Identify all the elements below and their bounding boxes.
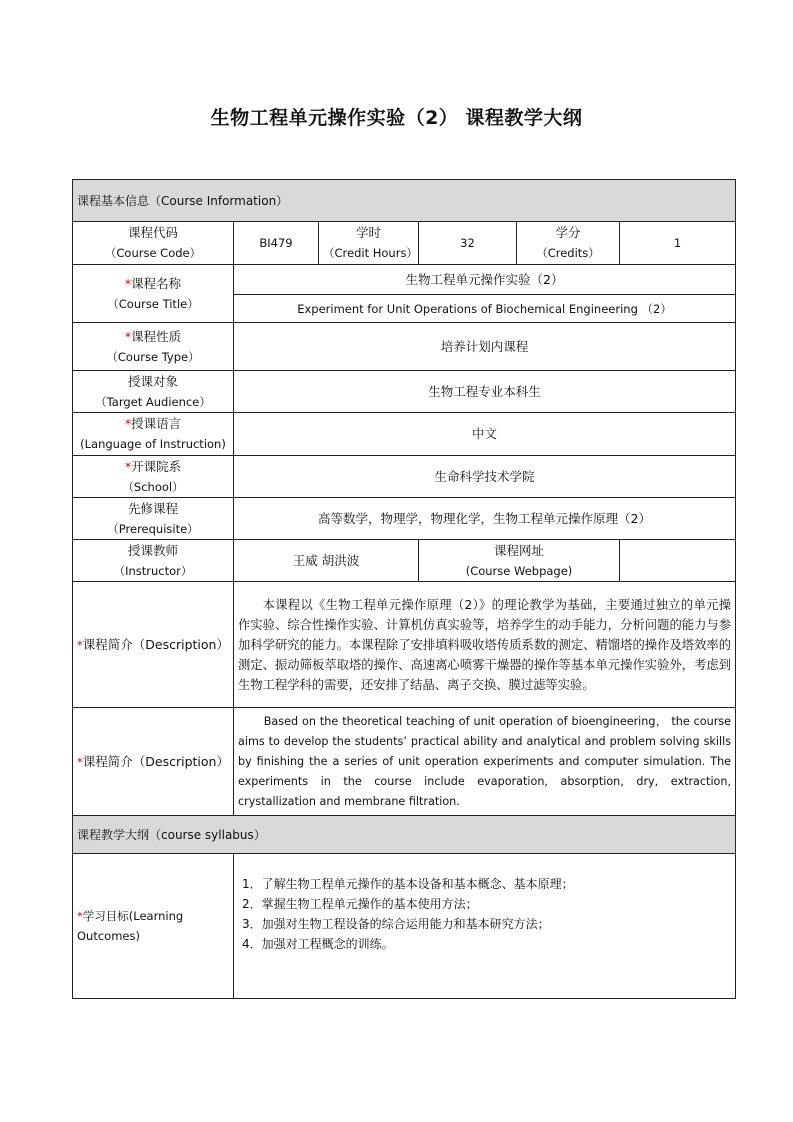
school-label: *开课院系 （School） [73,456,234,498]
target-audience-label: 授课对象 （Target Audience） [73,371,234,413]
list-item: 1．了解生物工程单元操作的基本设备和基本概念、基本原理； [242,877,574,891]
description-en-text: Based on the theoretical teaching of unit operation of bioengineering， the course aims to develop the students’ practical ability and analytical and problem solving skills by finishing the a series of unit operation experiments and computer simulation. The experiments in the course include evaporation, absorption, dry, extraction, crystallization and membrane filtration. [234,708,736,816]
learning-outcomes-cell [234,854,736,999]
description-en-label: *课程简介（Description） [73,708,234,816]
course-code-label: 课程代码 （Course Code） [73,222,234,265]
prerequisite-row [73,498,736,540]
course-info-header-row [73,180,736,222]
course-title-en: Experiment for Unit Operations of Biochemical Engineering （2） [234,295,736,323]
school-value: 生命科学技术学院 [234,456,736,498]
webpage-label: 课程网址 (Course Webpage) [419,540,620,582]
learning-outcomes-label: *学习目标(Learning Outcomes) [73,854,234,999]
course-info-header: 课程基本信息（Course Information） [73,180,736,222]
list-item: 3．加强对生物工程设备的综合运用能力和基本研究方法； [242,917,550,931]
syllabus-header-row [73,816,736,854]
course-code-value: BI479 [234,222,319,265]
instructor-row [73,540,736,582]
prerequisite-value: 高等数学，物理学，物理化学，生物工程单元操作原理（2） [234,498,736,540]
course-type-row [73,323,736,371]
target-audience-value: 生物工程专业本科生 [234,371,736,413]
description-cn-text: 本课程以《生物工程单元操作原理（2）》的理论教学为基础，主要通过独立的单元操作实验、综合性操作实验、计算机仿真实验等，培养学生的动手能力，分析问题的能力与参加科学研究的能力。本课程除了安排填料吸收塔传质系数的测定、精馏塔的操作及塔效率的测定、振动筛板萃取塔的操作、高速离心喷雾干燥器的操作等基本单元操作实验外，考虑到生物工程学科的需要，还安排了结晶、离子交换、膜过滤等实验。 [234,582,736,708]
instructor-label: 授课教师 （Instructor） [73,540,234,582]
language-value: 中文 [234,413,736,456]
language-label: *授课语言 (Language of Instruction) [73,413,234,456]
course-title-row [73,265,736,295]
course-title-cn: 生物工程单元操作实验（2） [234,265,736,295]
syllabus-table [72,179,736,999]
learning-outcomes-row [73,854,736,999]
learning-outcomes-list [238,874,731,954]
credit-hours-label: 学时 （Credit Hours） [319,222,419,265]
course-type-value: 培养计划内课程 [234,323,736,371]
prerequisite-label: 先修课程 （Prerequisite） [73,498,234,540]
document-title: 生物工程单元操作实验（2） 课程教学大纲 [210,107,583,129]
credits-label: 学分 （Credits） [517,222,620,265]
syllabus-header: 课程教学大纲（course syllabus） [73,816,736,854]
credits-value: 1 [620,222,736,265]
course-type-label: *课程性质 （Course Type） [73,323,234,371]
credit-hours-value: 32 [419,222,517,265]
description-en-row [73,708,736,816]
target-audience-row [73,371,736,413]
description-cn-row [73,582,736,708]
course-code-row [73,222,736,265]
language-row [73,413,736,456]
course-title-label: *课程名称 （Course Title） [73,265,234,323]
list-item: 4．加强对工程概念的训练。 [242,937,394,951]
school-row [73,456,736,498]
instructor-value: 王威 胡洪波 [234,540,419,582]
description-cn-label: *课程简介（Description） [73,582,234,708]
webpage-value [620,540,736,582]
list-item: 2．掌握生物工程单元操作的基本使用方法； [242,897,478,911]
